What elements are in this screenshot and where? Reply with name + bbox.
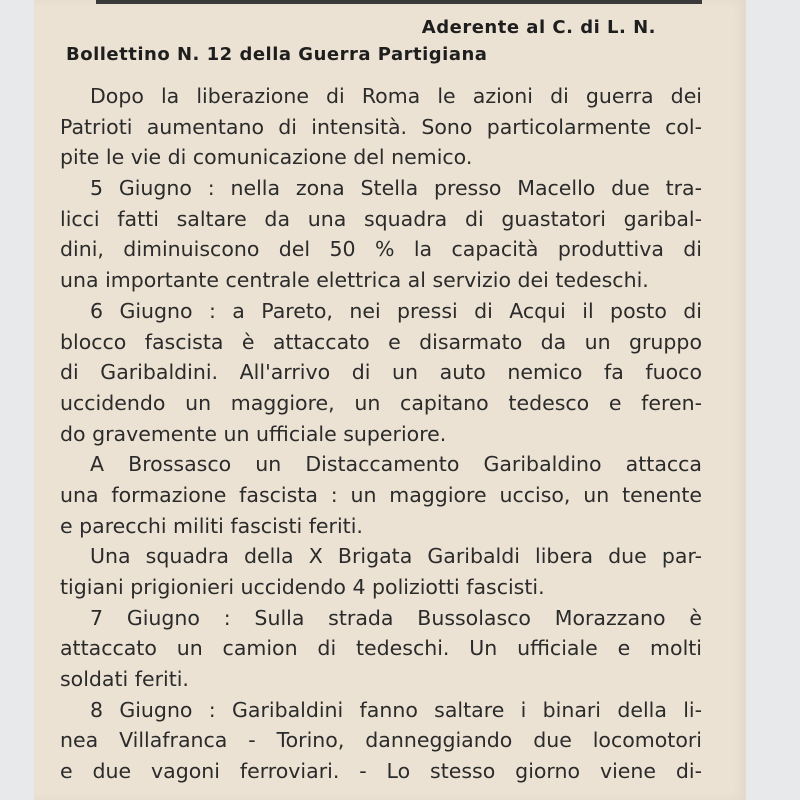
text-line: pite le vie di comunicazione del nemico.: [60, 145, 473, 170]
bulletin-title: Bollettino N. 12 della Guerra Partigiana: [66, 44, 488, 65]
text-line: A Brossasco un Distaccamento Garibaldino attacca: [90, 452, 702, 477]
bulletin-page: [34, 0, 746, 800]
text-line: Patrioti aumentano di intensità. Sono particolarmente col-: [60, 114, 702, 139]
text-line: e due vagoni ferroviari. - Lo stesso giorno viene di-: [60, 759, 702, 784]
text-line: uccidendo un maggiore, un capitano tedesco e feren-: [60, 390, 702, 415]
text-line: tigiani prigionieri uccidendo 4 poliziotti fascisti.: [60, 575, 545, 599]
text-line: soldati feriti.: [60, 667, 189, 692]
text-line: Dopo la liberazione di Roma le azioni di guerra dei: [90, 84, 702, 108]
text-line: dini, diminuiscono del 50 % la capacità produttiva di: [60, 237, 702, 262]
text-line: Una squadra della X Brigata Garibaldi libera due par-: [90, 544, 702, 569]
text-line: blocco fascista è attaccato e disarmato da un gruppo: [60, 329, 702, 354]
text-line: 6 Giugno : a Pareto, nei pressi di Acqui il posto di: [90, 298, 702, 323]
top-rule: [96, 0, 702, 4]
text-line: do gravemente un ufficiale superiore.: [60, 421, 447, 446]
adherent-header: Aderente al C. di L. N.: [421, 17, 656, 38]
text-line: nea Villafranca - Torino, danneggiando due locomotori: [60, 728, 702, 753]
text-line: e parecchi militi fascisti feriti.: [60, 513, 363, 538]
text-line: 7 Giugno : Sulla strada Bussolasco Morazzano è: [90, 605, 702, 630]
bulletin-body: [60, 81, 702, 787]
text-line: 5 Giugno : nella zona Stella presso Macello due tra-: [90, 176, 702, 201]
text-line: 8 Giugno : Garibaldini fanno saltare i binari della li-: [90, 697, 702, 722]
text-line: una formazione fascista : un maggiore ucciso, un tenente: [60, 482, 702, 507]
text-line: una importante centrale elettrica al servizio dei tedeschi.: [60, 268, 649, 293]
text-line: di Garibaldini. All'arrivo di un auto nemico fa fuoco: [60, 360, 702, 385]
text-line: licci fatti saltare da una squadra di guastatori garibal-: [60, 206, 702, 231]
text-line: attaccato un camion di tedeschi. Un ufficiale e molti: [60, 636, 702, 661]
